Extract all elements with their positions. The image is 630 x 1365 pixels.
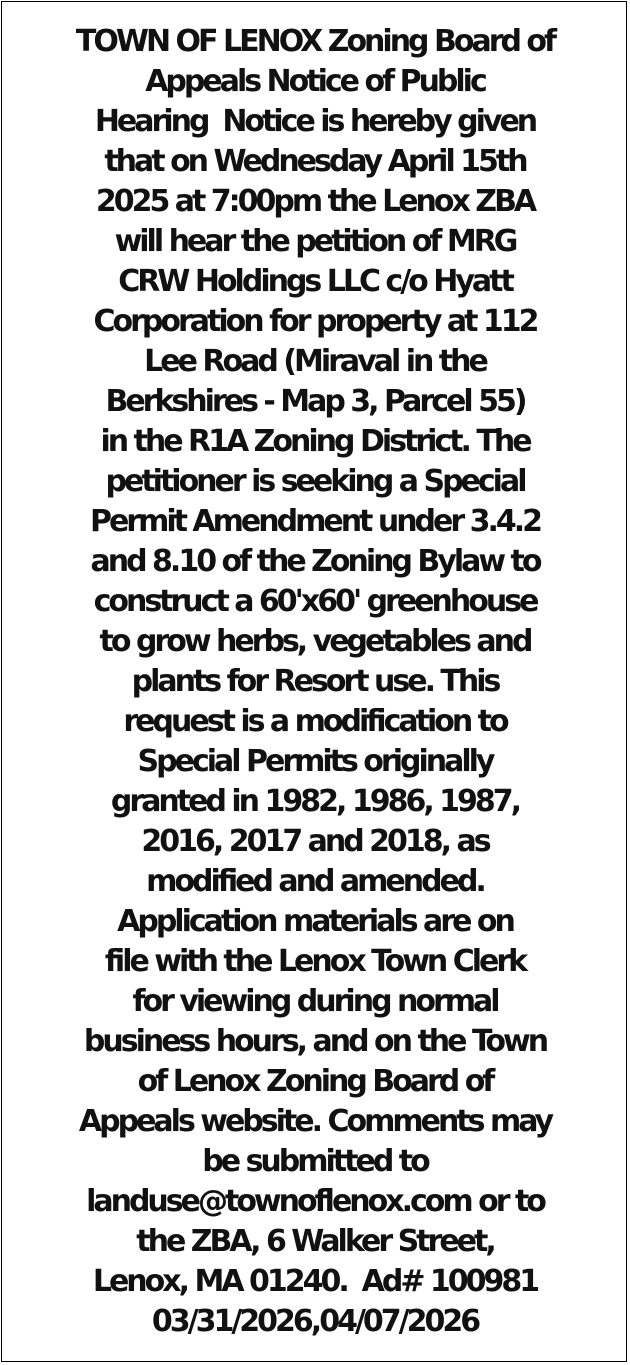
notice-line: construct a 60'x60' greenhouse — [93, 584, 537, 619]
notice-line: request is a modification to — [123, 704, 507, 739]
notice-line: Special Permits originally — [137, 744, 493, 779]
notice-line: 2016, 2017 and 2018, as — [141, 824, 489, 859]
notice-line: 2025 at 7:00pm the Lenox ZBA — [95, 184, 535, 219]
notice-line: 03/31/2026,04/07/2026 — [151, 1304, 479, 1339]
notice-line: CRW Holdings LLC c/o Hyatt — [118, 264, 512, 299]
notice-line: that on Wednesday April 15th — [104, 144, 526, 179]
notice-line: modified and amended. — [146, 864, 484, 899]
notice-line: Appeals Notice of Public — [145, 64, 485, 99]
notice-line: Application materials are on — [117, 904, 513, 939]
notice-line: granted in 1982, 1986, 1987, — [110, 784, 520, 819]
notice-line: the ZBA, 6 Walker Street, — [136, 1224, 494, 1259]
notice-line: file with the Lenox Town Clerk — [104, 944, 526, 979]
notice-line: and 8.10 of the Zoning Bylaw to — [90, 544, 540, 579]
notice-line: of Lenox Zoning Board of — [137, 1064, 493, 1099]
notice-line: landuse@townoflenox.com or to — [86, 1184, 544, 1219]
notice-line: Appeals website. Comments may — [78, 1104, 552, 1139]
notice-line: for viewing during normal — [132, 984, 498, 1019]
notice-line: petitioner is seeking a Special — [105, 464, 525, 499]
notice-line: Corporation for property at 112 — [93, 304, 537, 339]
notice-line: Hearing Notice is hereby given — [94, 104, 536, 139]
notice-line: plants for Resort use. This — [131, 664, 499, 699]
notice-line: Berkshires - Map 3, Parcel 55) — [105, 384, 525, 419]
notice-line: business hours, and on the Town — [83, 1024, 547, 1059]
notice-line: be submitted to — [202, 1144, 428, 1179]
notice-line: Lenox, MA 01240. Ad# 100981 — [92, 1264, 538, 1299]
notice-line: in the R1A Zoning District. The — [100, 424, 530, 459]
notice-text — [0, 22, 630, 1342]
notice-line: Permit Amendment under 3.4.2 — [89, 504, 541, 539]
notice-line: Lee Road (Miraval in the — [144, 344, 486, 379]
notice-line: to grow herbs, vegetables and — [99, 624, 531, 659]
notice-line: will hear the petition of MRG — [114, 224, 516, 259]
notice-line: TOWN OF LENOX Zoning Board of — [75, 24, 555, 59]
